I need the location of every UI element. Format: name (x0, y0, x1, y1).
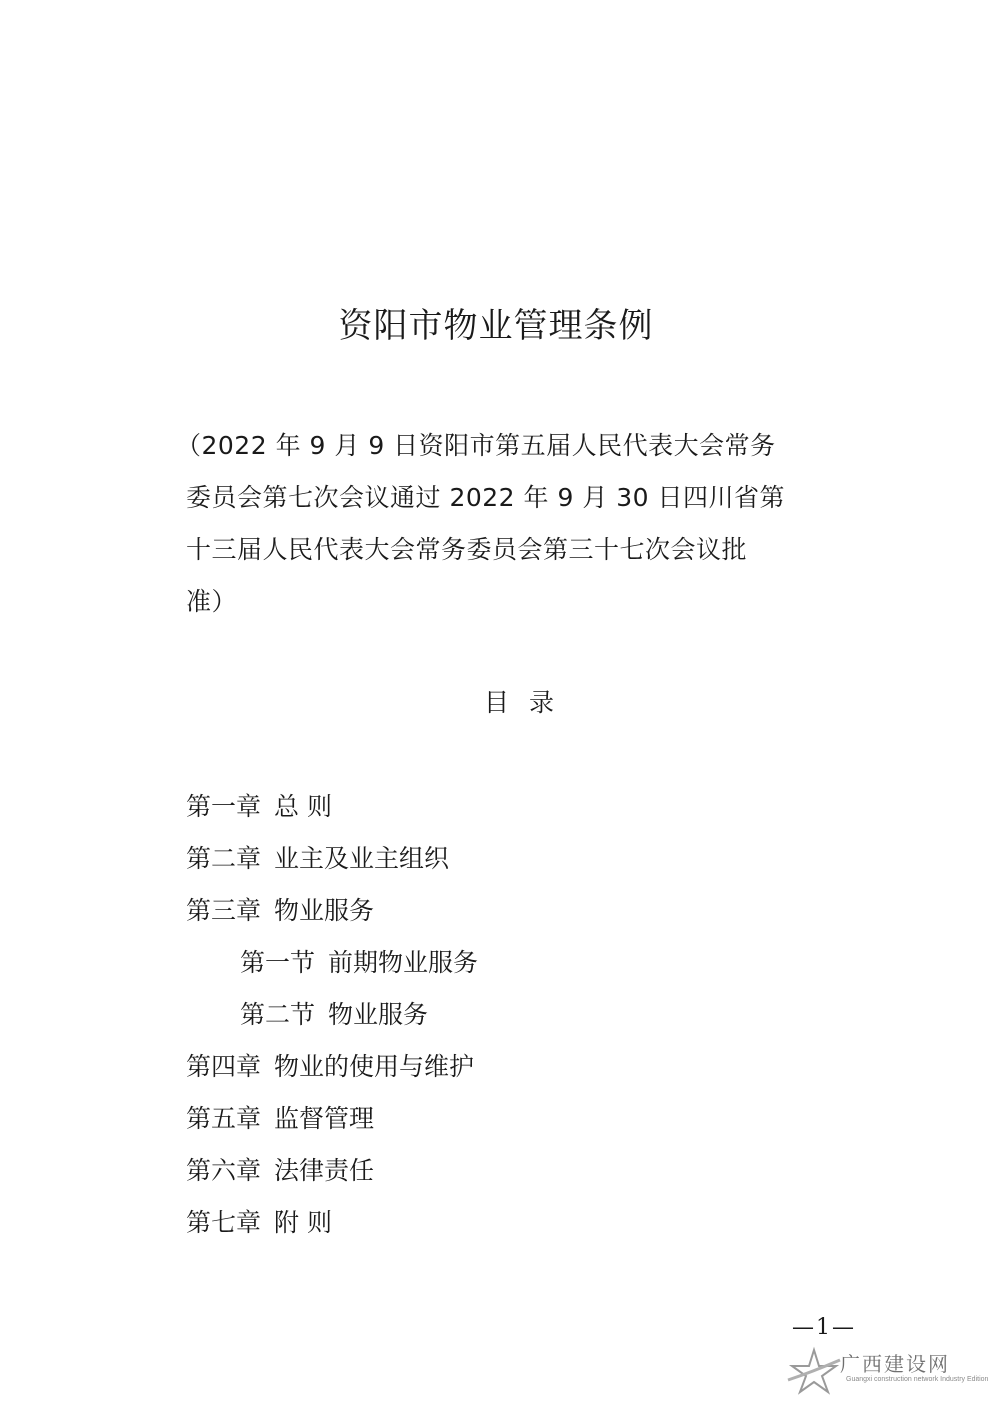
star-logo-icon (784, 1346, 844, 1396)
toc-item-label: 物业服务 (274, 896, 375, 925)
toc-item-chapter-7[interactable] (186, 1197, 826, 1249)
toc-item-label: 附 则 (274, 1208, 332, 1237)
toc-item-label: 物业服务 (328, 1000, 429, 1029)
toc-item-number: 第二节 (240, 1000, 316, 1029)
watermark (784, 1346, 989, 1396)
note-line: 委员会第七次会议通过 2022 年 9 月 30 日四川省第 (186, 483, 786, 512)
toc-item-label: 业主及业主组织 (274, 844, 450, 873)
toc-item-number: 第五章 (186, 1104, 262, 1133)
toc-item-number: 第一章 (186, 792, 262, 821)
toc-item-label: 物业的使用与维护 (274, 1052, 475, 1081)
note-line: 十三届人民代表大会常务委员会第三十七次会议批 (186, 535, 748, 564)
toc-heading (0, 683, 992, 723)
toc-item-chapter-1[interactable] (186, 781, 826, 833)
table-of-contents (186, 781, 826, 1249)
toc-item-section-1[interactable] (186, 937, 826, 989)
note-line: 准） (186, 587, 238, 616)
document-title: 资阳市物业管理条例 (338, 306, 654, 346)
toc-item-label: 监督管理 (274, 1104, 375, 1133)
toc-item-number: 第七章 (186, 1208, 262, 1237)
toc-item-label: 前期物业服务 (328, 948, 479, 977)
toc-item-chapter-3[interactable] (186, 885, 826, 937)
toc-item-label: 法律责任 (274, 1156, 375, 1185)
toc-item-number: 第三章 (186, 896, 262, 925)
toc-item-number: 第二章 (186, 844, 262, 873)
toc-item-label: 总 则 (274, 792, 332, 821)
toc-item-chapter-4[interactable] (186, 1041, 826, 1093)
toc-item-number: 第四章 (186, 1052, 262, 1081)
note-line: （2022 年 9 月 9 日资阳市第五届人民代表大会常务 (176, 431, 776, 460)
watermark-text: 广西建设网 (840, 1352, 950, 1376)
page-number: —1— (792, 1315, 856, 1340)
toc-item-number: 第六章 (186, 1156, 262, 1185)
toc-item-chapter-2[interactable] (186, 833, 826, 885)
toc-heading-char: 录 (528, 688, 554, 717)
toc-heading-char: 目 (484, 688, 510, 717)
adoption-note (176, 420, 812, 628)
toc-item-chapter-5[interactable] (186, 1093, 826, 1145)
watermark-subtext: Guangxi construction network Industry Edition (846, 1376, 989, 1383)
toc-item-section-2[interactable] (186, 989, 826, 1041)
toc-item-chapter-6[interactable] (186, 1145, 826, 1197)
toc-item-number: 第一节 (240, 948, 316, 977)
